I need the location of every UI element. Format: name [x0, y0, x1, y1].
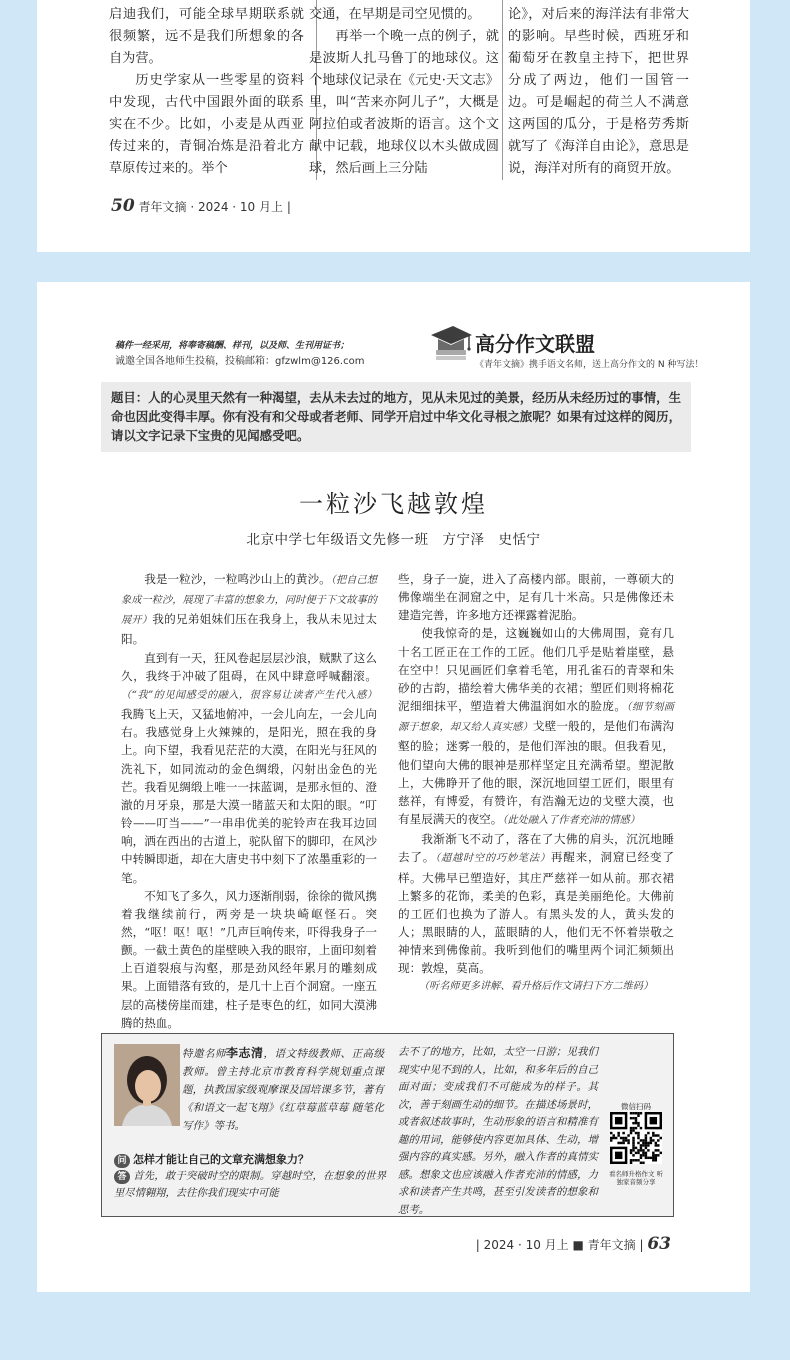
article-text: 不知飞了多久，风力逐渐削弱，徐徐的微风携着我继续前行，两旁是一块块崎岖怪石。突然，“呕！呕！呕！”几声巨响传来，吓得我身子一颤。一截土黄色的崖壁映入我的眼帘，上面印刻着上百道裂痕与沟壑，那是劲风经年累月的雕刻成果。上面错落有致的，是几十上百个洞窟。一座五层的高楼傍崖而建，柱子是枣色的红，如同大漠沸腾的热血。 — [121, 888, 377, 1030]
question-text: 怎样才能让自己的文章充满想象力？ — [133, 1153, 309, 1166]
submission-notice — [115, 339, 364, 369]
article-text: 些，身子一旋，进入了高楼内部。眼前，一尊硕大的佛像端坐在洞窟之中，足有几十米高。只是佛像还未建造完善，许多地方还裸露着泥胎。 — [398, 572, 674, 623]
article-column-right — [398, 570, 674, 1032]
brand-title: 高分作文联盟 — [475, 332, 595, 356]
folio-text: 青年文摘 · 2024 · 10 月上 | — [138, 200, 291, 214]
teacher-intro — [182, 1044, 384, 1135]
graduation-cap-icon — [429, 322, 473, 366]
page-number-right: 63 — [647, 1234, 671, 1254]
brand-subtitle: 《青年文摘》携手语文名师，送上高分作文的 N 种写法！ — [475, 360, 704, 370]
question — [114, 1151, 309, 1168]
article-text: 我腾飞上天，又猛地俯冲，一会儿向左，一会儿向右。我感觉身上火辣辣的，是阳光，照在我的身上。向下望，我看见茫茫的大漠，在阳光与狂风的洗礼下，如同流动的金色绸缎，闪射出金色的光芒。我看见绸缎上唯一一抹蓝调，是那永恒的、澄澈的月牙泉，那是大漠一睹蓝天和太阳的眼。“叮铃——叮当——”一串串优美的驼铃声在我耳边回响，洒在西出的古道上，驼队留下的脚印，在风沙中转瞬即逝，却在大唐史书中刻下了浓墨重彩的一笔。 — [121, 707, 377, 885]
teacher-name: 李志清 — [226, 1046, 264, 1060]
article-paragraph — [398, 624, 674, 830]
answer-text-start: 首先，敢于突破时空的限制。穿越时空，在想象的世界里尽情翱翔，去往你我们现实中可能 — [114, 1170, 386, 1199]
article-text: 使我惊奇的是，这巍巍如山的大佛周围，竟有几十名工匠正在工作的工匠。他们几乎是贴着崖壁，悬在空中！只见画匠们拿着毛笔，用孔雀石的青翠和朱砂的古韵，描绘着大佛华美的衣裙；塑匠们则将棉花泥细细抹平，塑造着大佛温润如水的脸庞。 — [398, 626, 674, 714]
teacher-annotation: （听名师更多讲解、看升格后作文请扫下方二维码） — [418, 981, 654, 993]
article-byline: 北京中学七年级语文先修一班 方宁泽 史恬宁 — [246, 532, 541, 548]
qr-code-icon[interactable] — [610, 1112, 662, 1164]
article-paragraph — [121, 887, 377, 1032]
prompt-label: 题目： — [111, 390, 149, 405]
essay-prompt — [101, 382, 691, 452]
text-column-2 — [309, 0, 499, 180]
paragraph: 再举一个晚一点的例子，就是波斯人扎马鲁丁的地球仪。这个地球仪记录在《元史·天文志》里，叫“苦来亦阿儿子”，大概是阿拉伯或者波斯的语言。这个文献中记载，地球仪以木头做成圆球，然后画上三分陆 — [309, 29, 499, 176]
article-text: 直到有一天，狂风卷起层层沙浪，贼默了这么久，我终于冲破了阻碍，在风中肆意呼喊翻滚。 — [121, 650, 377, 683]
teacher-avatar — [114, 1044, 180, 1126]
teacher-intro-text: ，语文特级教师、正高级教师。曾主持北京市教育科学规划重点课题，执教国家级观摩课及国培课多节，著有《和语文一起飞翔》《红草莓蓝草莓 随笔化写作》等书。 — [182, 1048, 384, 1132]
page-folio-right — [476, 1234, 671, 1254]
teacher-annotation: （细节刻画源于想象，却又给人真实感） — [398, 702, 674, 734]
paragraph: 启迪我们，可能全球早期联系就很频繁，远不是我们所想象的各自为营。 — [109, 7, 304, 66]
article-paragraph — [398, 977, 674, 996]
prompt-text: 人的心灵里天然有一种渴望，去从未去过的地方，见从未见过的美景，经历从未经历过的事情，生命也因此变得丰厚。你有没有和父母或者老师、同学开启过中华文化寻根之旅呢？如果有过这样的阅历，请以文字记录下宝贵的见闻感受吧。 — [111, 390, 681, 443]
teacher-annotation: （把自己想象成一粒沙，展现了丰富的想象力，同时便于下文故事的展开） — [121, 575, 377, 627]
article-text: 戈壁一般的，是他们布满沟壑的脸；迷雾一般的，是他们浑浊的眼。但我看见，他们望向大佛的眼神是那样坚定且充满希望。塑泥散上，大佛睁开了他的眼，深沉地回望工匠们，眼里有慈祥，有博爱，有赞许，有浩瀚无边的戈壁大漠，也有星辰满天的夜空。 — [398, 719, 674, 827]
article-title: 一粒沙飞越敦煌 — [299, 490, 488, 518]
paragraph: 历史学家从一些零星的资料中发现，古代中国跟外面的联系实在不少。比如，小麦是从西亚传过来的，青铜冶炼是沿着北方草原传过来的。举个 — [109, 73, 304, 176]
text-column-3 — [508, 0, 689, 180]
notice-line-1: 稿件一经采用，将奉寄稿酬、样刊，以及师、生刊用证书； — [115, 341, 350, 351]
question-badge: 问 — [114, 1154, 130, 1168]
teacher-intro-prefix: 特邀名师 — [182, 1048, 226, 1060]
page-number: 50 — [111, 196, 135, 216]
qr-block[interactable] — [608, 1102, 664, 1186]
answer-badge: 答 — [114, 1170, 130, 1184]
article-column-left — [121, 570, 377, 1032]
qr-title: 微信扫码 — [621, 1102, 651, 1111]
qr-caption: 看名师升格作文 听独家音频分享 — [608, 1170, 664, 1186]
teacher-commentary — [101, 1033, 674, 1217]
article-text: 我渐渐飞不动了，落在了大佛的肩头，沉沉地睡去了。 — [398, 832, 674, 865]
column-brand — [429, 322, 704, 372]
article-paragraph — [398, 570, 674, 624]
article-text: 再醒来，洞窟已经变了样。大佛早已塑造好，其庄严慈祥一如从前。那衣裙上繁多的花饰，柔美的色彩，真是美丽绝伦。大佛前的工匠们也换为了游人。有黑头发的人，黄头发的人；黑眼睛的人，蓝眼睛的人，他们无不怀着崇敬之神情来到佛像前。我听到他们的嘴里两个词汇频频出现：敦煌，莫高。 — [398, 850, 674, 976]
article-page — [37, 282, 750, 1292]
page-folio — [111, 196, 291, 216]
notice-line-2: 诚邀全国各地师生投稿，投稿邮箱：gfzwlm@126.com — [115, 356, 365, 367]
article-paragraph — [121, 570, 377, 649]
column-divider — [502, 0, 503, 180]
teacher-annotation: （此处融入了作者充沛的情感） — [502, 815, 640, 827]
text-column-1 — [109, 0, 304, 180]
folio-text-right: | 2024 · 10 月上 ■ 青年文摘 | — [475, 1238, 644, 1252]
teacher-annotation: （超越时空的巧妙笔法） — [435, 853, 551, 865]
article-paragraph — [121, 649, 377, 887]
portrait-image — [114, 1044, 180, 1126]
article-text: 我的兄弟姐妹们压在我身上，我从未见过太阳。 — [121, 612, 377, 647]
answer-text-cont: 去不了的地方，比如，太空一日游；见我们现实中见不到的人，比如，和多年后的自己面对面；变成我们不可能成为的样子。其次，善于刻画生动的细节。在描述场景时，或者叙述故事时，生动形象的语言和精准有趣的用词，能够使内容更加具体、生动，增强内容的真实感。另外，融入作者的真情实感。想象文也应该融入作者充沛的情感，力求和读者产生共鸣，甚至引发读者的想象和思考。 — [398, 1046, 598, 1216]
teacher-annotation: （“我”的见闻感受的融入，很容易让读者产生代入感） — [121, 689, 377, 701]
paragraph: 论》，对后来的海洋法有非常大的影响。早些时候，西班牙和葡萄牙在教皇主持下，把世界分成了两边，他们一国管一边。可是崛起的荷兰人不满意这两国的瓜分，于是格劳秀斯就写了《海洋自由论》，意思是说，海洋对所有的商贸开放。 — [508, 7, 689, 176]
answer-start — [114, 1168, 386, 1202]
previous-page — [37, 0, 750, 252]
article-text: 我是一粒沙，一粒鸣沙山上的黄沙。 — [144, 572, 331, 586]
paragraph: 交通，在早期是司空见惯的。 — [309, 7, 481, 22]
article-paragraph — [398, 830, 674, 977]
